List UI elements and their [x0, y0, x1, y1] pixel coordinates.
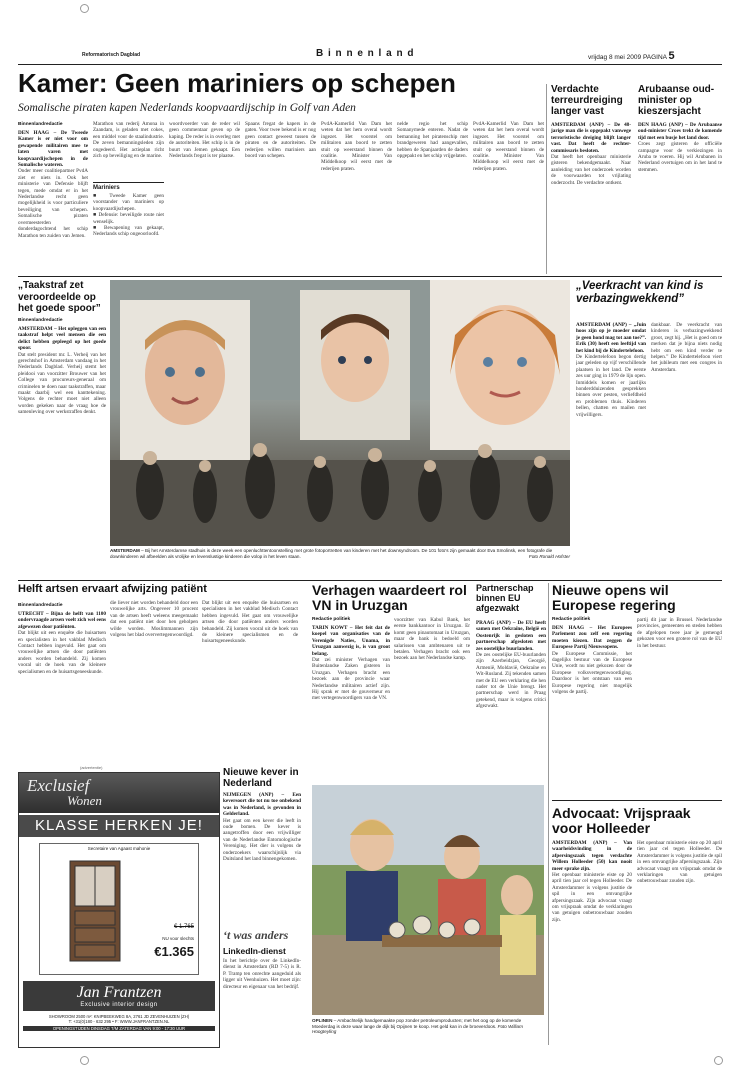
- europees-byline: Redactie politiek: [552, 617, 591, 622]
- section-rule: [18, 580, 722, 581]
- partnerschap-headline: Partnerschap binnen EU afgezwakt: [476, 583, 534, 613]
- lead-col-7: PvdA-Kamerlid Van Dam het weten dat het hem overal wordt ingezet. Het voorstel om militairen aan boord te zetten stuit op weerstand binnen de coalitie. Minister Van Middelkoop wil eerst met de rederijen praten.: [473, 121, 544, 172]
- taakstraf-byline: Binnenlandredactie: [18, 318, 63, 323]
- lead-col-2: Marathon van rederij Amona in Zaandam, is geladen met cokes, een middel voor de staalindustrie. De zeven bemanningsleden zijn ongedeerd. Het actieplan richt zich op beveiliging en de marine.: [93, 121, 164, 160]
- verhagen-col-2: voorzitter van Kabul Bank, het eerste bankkantoor in Uruzgan. Er komt geen pinautomaat in Uruzgan, maar de bank is bedoeld om salarissen van ambtenaren uit te betalen. Verhagen bracht ook een bezoek aan het Nederlandse kamp.: [394, 617, 470, 662]
- lead-col-1: DEN HAAG – De Tweede Kamer is er niet voor om gewapende militairen mee te laten varen met koopvaardijschepen in de Somalische wateren. Onder meer coalitiepartner PvdA ziet er niets in. Ook het ministerie van Defensie blijft tegen, mede omdat er in het Nederlandse recht geen mogelijkheid is voor particuliere beveiliging van schepen. Somalische piraten overmeesterden donderdagochtend het schip Marathon ten zuiden van Jemen.: [18, 130, 88, 239]
- advertisement[interactable]: [18, 772, 220, 1048]
- veerkracht-col-2: dankbaar. De veerkracht van kinderen is verbazingwekkend groot, zegt hij. „Het is goed om te merken dat je bijna niets nodig hebt om een kind verder te helpen.” De Kindertelefoon viert het jubileum met een congres in Amsterdam.: [651, 322, 722, 373]
- partnerschap-text: PRAAG (ANP) – De EU heeft samen met Oekraïne, België en Oostenrijk in gesloten een partnerschap afgesloten met zes oostelijke buurlanden. De zes oostelijke EU-buurlanden zijn Azerbeidzjan, Georgië, Armenië, Moldavië, Oekraïne en Wit-Rusland. Zij tekenden samen met de EU een verklaring die hen nader tot de Unie brengt. Het partnerschap werd in Praag getekend, maar is volgens critici afgezwakt.: [476, 620, 546, 710]
- lead-col-4: Spaans fregat de kapers in de gaten. Voor twee bekend is er nog geen contact geweest tussen de piraten en de autoriteiten. De rederijen willen mariniers aan boord van schepen.: [245, 121, 316, 160]
- sidebar-box: [93, 182, 164, 271]
- column-divider: [546, 84, 547, 274]
- photo-credit: Foto William Hoogteyling: [312, 1023, 523, 1035]
- lead-col-6: nelde regio het schip Somanymede enteren. Nadat de bemanning het piratenschip met brandgeweren had aangevallen, hebben de Spanjaarden de daders opgepakt en het schip vrijgelaten.: [397, 121, 468, 160]
- registration-mark: [714, 1056, 723, 1065]
- kever-headline: Nieuwe kever in Nederland: [223, 767, 299, 789]
- brief-verdachte-text: AMSTERDAM (ANP) – De 48-jarige man die is opgepakt vanwege terroristische dreiging blijft langer vast. Dat heeft de rechter-commissaris besloten. Dat heeft het openbaar ministerie gisteren bekendgemaakt. Naar aanleiding van het onderzoek worden de voorwaarden tot vrijlating onderzocht. De verdachte ontkent.: [551, 122, 631, 186]
- photo-scene: [312, 785, 544, 1015]
- lead-byline: Binnenlandredactie: [18, 122, 63, 127]
- registration-mark: [80, 1056, 89, 1065]
- taakstraf-text: AMSTERDAM – Het opleggen van een taakstraf helpt veel mensen die een delict hebben gepleegd op het goede spoor. Dat stelt president mr. L. Verheij van het gerechtshof in Amsterdam vandaag in het Nederlands Dagblad. Verheij stemt het pleidooi van voorzitter Brouwer van het College van procureurs-generaal om criminelen te doen naar taakstraffen, maar maakt daarbij wel een kanttekening. Volgens de rechter moet niet alleen worden gekeken naar de vraag hoe de samenleving over werkstraffen denkt.: [18, 326, 106, 416]
- helft-byline: Binnenlandredactie: [18, 603, 63, 608]
- europees-col-1: DEN HAAG – Het Europees Parlement zou zelf een regering moeten kiezen. Dat zeggen de Europese Partij Nieuwsopens. De Europese Commissie, het dagelijks bestuur van de Europese Unie, wordt nu niet gekozen door de Europese volksvertegenwoordiging. Daardoor is het ontstaan van een Europese regering niet mogelijk volgens de partij.: [552, 625, 632, 696]
- registration-mark: [80, 4, 89, 13]
- ad-top-banner: Exclusief Wonen: [19, 773, 219, 813]
- linkedin-headline: LinkedIn-dienst: [223, 946, 286, 956]
- cabinet-icon: [60, 856, 130, 966]
- lead-col-3: woordvoerder van de reder wil geen commentaar geven op de kaping. De reder is in overleg met de autoriteiten. Het schip is in de buurt van Jemen gekaapt. Een Nederlands fregat is ter plaatse.: [169, 121, 240, 160]
- photo-credit: Foto Ronald Hofster: [528, 553, 570, 559]
- verhagen-col-1: TARIN KOWT – Het feit dat de koepel van organisaties van de Verenigde Naties, Unama, in Uruzgan aanwezig is, is van groot belang. Dat zei minister Verhagen van Buitenlandse Zaken gisteren in Uruzgan. Verhagen bracht een bezoek aan de provincie waar Nederlandse militairen actief zijn. Hij sprak er met de gouverneur en met vertegenwoordigers van de VN.: [312, 625, 390, 702]
- veerkracht-col-1: AMSTERDAM (ANP) – „Juin hoos zijn op je moeder omdat je geen hond mag tot aan toe?”. Erik (30) heeft een leeftijd van het kind bij de Kindertelefoon. De Kindertelefoon begon dertig jaar geleden op vijf verschillende plaatsen in het land. De eerste zes uur ging in 1979 de lijn open. Inmiddels komen er jaarlijks honderdduizenden gesprekken binnen over pesten, verliefdheid en problemen thuis. Kinderen bellen, chatten en mailen met vrijwilligers.: [576, 322, 646, 418]
- main-photo: [110, 280, 570, 546]
- sidebar-title: Mariniers: [93, 185, 120, 191]
- advocaat-col-2: Het openbaar ministerie eiste op 20 april tien jaar cel tegen Holleeder. De Amsterdammer is volgens justitie de spil in een omvangrijke afpersingszaak. Zijn advocaat vraagt om vrijspraak omdat de verklaringen van getuigen onbetrouwbaar zouden zijn.: [637, 840, 722, 885]
- ad-logo-block: Jan Frantzen Exclusive interior design: [23, 981, 215, 1011]
- kever-text: NIJMEGEN (ANP) – Een keversoort die tot nu toe onbekend was in Nederland, is gevonden in Gelderland. Het gaat om een kever die leeft in oude bomen. De kever is aangetroffen door een vrijwilliger van de Nederlandse Entomologische Vereniging. Het dier is volgens de onderzoekers waarschijnlijk via Duitsland het land binnengekomen.: [223, 792, 301, 863]
- correction-kicker: ‘t was anders: [223, 928, 289, 942]
- ad-logo: Jan Frantzen: [76, 984, 162, 1001]
- helft-col-3: Dat blijkt uit een enquête die huisartsen en specialisten in het vakblad Medisch Contact hebben ingevuld. Het gaat om vrouwelijke artsen die door patiënten anders worden behandeld. Zij komen vooral uit de hoek van de kleinere specialismen en de huisartsgeneeskunde.: [202, 600, 298, 645]
- advocaat-col-1: AMSTERDAM (ANP) – Van waarheidsvinding in de afpersingszaak tegen verdachte Willem Holleeder (50) kan nooit meer sprake zijn. Het openbaar ministerie eiste op 20 april tien jaar cel tegen Holleeder. De Amsterdammer is volgens justitie de spil in een omvangrijke afpersingszaak. Zijn advocaat vraagt om vrijspraak omdat de verklaringen van getuigen onbetrouwbaar zouden zijn.: [552, 840, 632, 923]
- lead-subhead: Somalische piraten kapen Nederlands koopvaardijschip in Golf van Aden: [18, 102, 356, 114]
- advocaat-headline: Advocaat: Vrijspraak voor Holleeder: [552, 805, 691, 836]
- europees-headline: Nieuwe opens wil Europese regering: [552, 582, 676, 613]
- linkedin-text: In het berichtje over de LinkedIn-dienst in Amsterdam (RD 7-5) is R. P. Tramp ten onrechte aangeduid als ligger uit Veenhuizen. Het moet zijn: directeur en eigenaar van het bedrijf.: [223, 958, 301, 990]
- sidebar-item: ■ Bewapening van gekaapt, Nederlands schip ongeoorloofd.: [93, 225, 164, 238]
- photo-scene: [110, 280, 570, 546]
- sidebar-item: ■ Defensie: beveiligde route niet wenselijk.: [93, 212, 164, 225]
- verhagen-headline: Verhagen waardeert rol VN in Uruzgan: [312, 582, 467, 613]
- masthead-rule: [18, 64, 722, 65]
- veerkracht-headline: „Veerkracht van kind is verbazingwekkend”: [576, 280, 704, 305]
- brief-arubaanse-headline: Arubaanse oud-minister op kieszersjacht: [638, 84, 715, 117]
- page-date: vrijdag 8 mei 2009 PAGINA 5: [588, 50, 675, 62]
- ad-contact: SHOWROOM 2500 m²: KNIPBEEKWEG 8A, 2761 JD ZEVENHUIZEN (ZH) T: +31(0)180 - 632 295 • F: WWW.JANFRANTZEN.NL OPENINGSTIJDEN DINSDAG T/M ZATERDAG VAN 9:00 - 17:30 UUR: [23, 1014, 215, 1031]
- lead-col-5: PvdA-Kamerlid Van Dam het weten dat het hem overal wordt ingezet. Het voorstel om militairen aan boord te zetten stuit op weerstand binnen de coalitie. Minister Van Middelkoop wil eerst met de rederijen praten.: [321, 121, 392, 172]
- children-photo-caption: OPLINEN – Ambachtelijk handgemaakte pop zonder petroleumproducten; met het oog op de komende Moederdag is deze waar lange de dijk bij Opijnen te koop. Het geld kan in de broeverdoos. Foto William Hoogteyling: [312, 1018, 523, 1035]
- paper-name: Reformatorisch Dagblad: [82, 52, 141, 58]
- europees-col-2: partij dit jaar in Brussel. Nederlandse provincies, gemeenten en steden hebben de afgelopen twee jaar je gemengd gekozen voor een grotere rol van de EU in het bestuur.: [637, 617, 722, 649]
- sidebar-item: ■ Tweede Kamer geen voorstander van mariniers op koopvaardijschepen.: [93, 193, 164, 212]
- lead-headline: Kamer: Geen mariniers op schepen: [18, 68, 456, 98]
- section-title: B i n n e n l a n d: [316, 48, 415, 59]
- taakstraf-headline: „Taakstraf zet veroordeelde op het goede spoor”: [18, 280, 101, 314]
- helft-headline: Helft artsen ervaart afwijzing patiënt: [18, 583, 207, 595]
- main-photo-caption: AMSTERDAM – Bij het Amsterdamse stadhuis is deze week een openluchttentoonstelling met grote fotoportretten van kinderen met het downsyndroom. De 101 foto’s zijn gemaakt door Eva Smolinsk, een fotografe die downkinderen wil afbeelden als vrolijke en levenslustige kinderen die volop in het leven staan. Foto Ronald Hofster: [110, 548, 570, 559]
- helft-col-1: UTRECHT – Bijna de helft van 1100 ondervraagde artsen voelt zich wel eens afgewezen door patiënten. Dat blijkt uit een enquête die huisartsen en specialisten in het vakblad Medisch Contact hebben ingevuld. Het gaat om vrouwelijke artsen die door patiënten anders worden behandeld. Zij komen vooral uit de hoek van de kleinere specialismen en de huisartsgeneeskunde.: [18, 611, 106, 675]
- brief-verdachte-headline: Verdachte terreurdreiging langer vast: [551, 84, 623, 117]
- page-number: 5: [668, 50, 675, 62]
- brief-arubaanse-text: DEN HAAG (ANP) – De Arubaanse oud-minister Croes trekt de komende tijd met een busje het land door. Croes zegt gisteren de officiële campagne voor de verkiezingen in Aruba te voeren. Hij wil Arubanen in Nederland overtuigen om in het land te stemmen.: [638, 122, 722, 173]
- section-rule: [552, 800, 722, 801]
- ad-label: (advertentie): [80, 765, 103, 770]
- column-divider: [548, 583, 549, 1045]
- children-photo: [312, 785, 544, 1015]
- verhagen-byline: Redactie politiek: [312, 617, 351, 622]
- section-rule: [18, 276, 722, 277]
- helft-col-2: die liever niet worden behandeld door een vrouwelijke arts. Ongeveer 10 procent van de artsen heeft weleens meegemaakt dat een patiënt niet door hen geholpen wilde worden. Moslimmannen zijn volgens het blad oververtegenwoordigd.: [110, 600, 198, 639]
- ad-product: Secretaire van Agaast mahonie € 1.765 NU voor slechts €1.365: [39, 843, 199, 975]
- ad-slogan: KLASSE HERKEN JE!: [19, 815, 219, 837]
